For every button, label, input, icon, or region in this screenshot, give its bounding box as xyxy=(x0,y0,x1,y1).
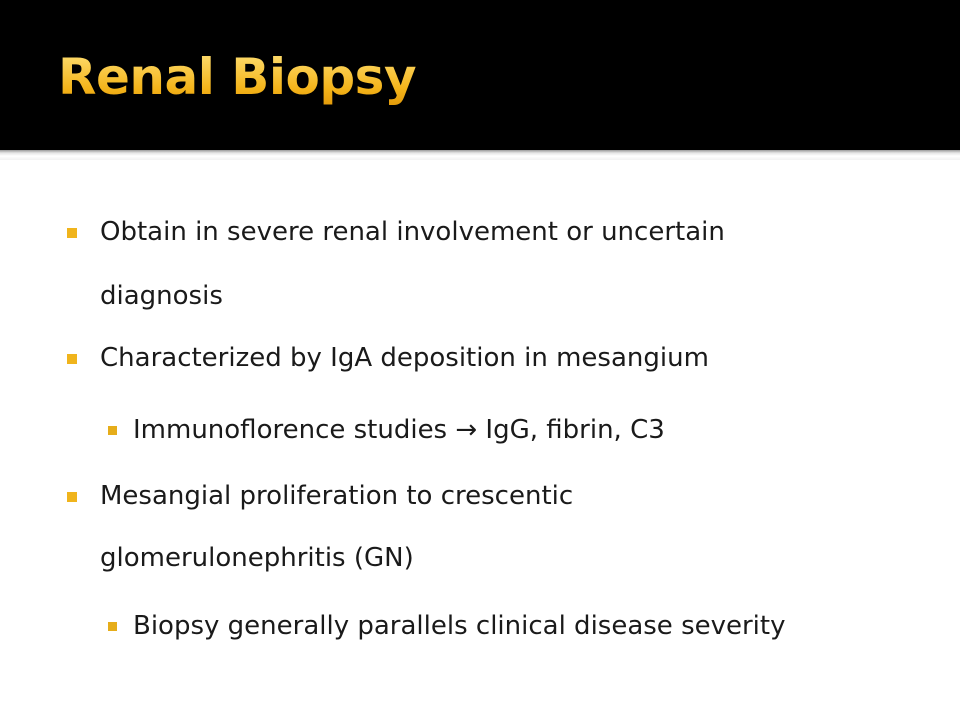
title-bar xyxy=(0,0,960,150)
bullet-marker-icon xyxy=(67,228,77,238)
title-divider xyxy=(0,150,960,160)
bullet-marker-icon xyxy=(67,492,77,502)
bullet-text: diagnosis xyxy=(100,281,223,311)
bullet-text: glomerulonephritis (GN) xyxy=(100,543,414,573)
slide-content xyxy=(0,160,960,720)
bullet-text: Mesangial proliferation to crescentic xyxy=(100,481,574,511)
sub-bullet-text: Immunoflorence studies → IgG, fibrin, C3 xyxy=(133,415,665,445)
sub-bullet-text: Biopsy generally parallels clinical disease severity xyxy=(133,611,786,641)
sub-bullet-marker-icon xyxy=(108,426,117,435)
bullet-marker-icon xyxy=(67,354,77,364)
sub-bullet-marker-icon xyxy=(108,622,117,631)
bullet-text: Obtain in severe renal involvement or uncertain xyxy=(100,217,725,247)
bullet-text: Characterized by IgA deposition in mesangium xyxy=(100,343,709,373)
slide-title: Renal Biopsy xyxy=(58,48,417,106)
